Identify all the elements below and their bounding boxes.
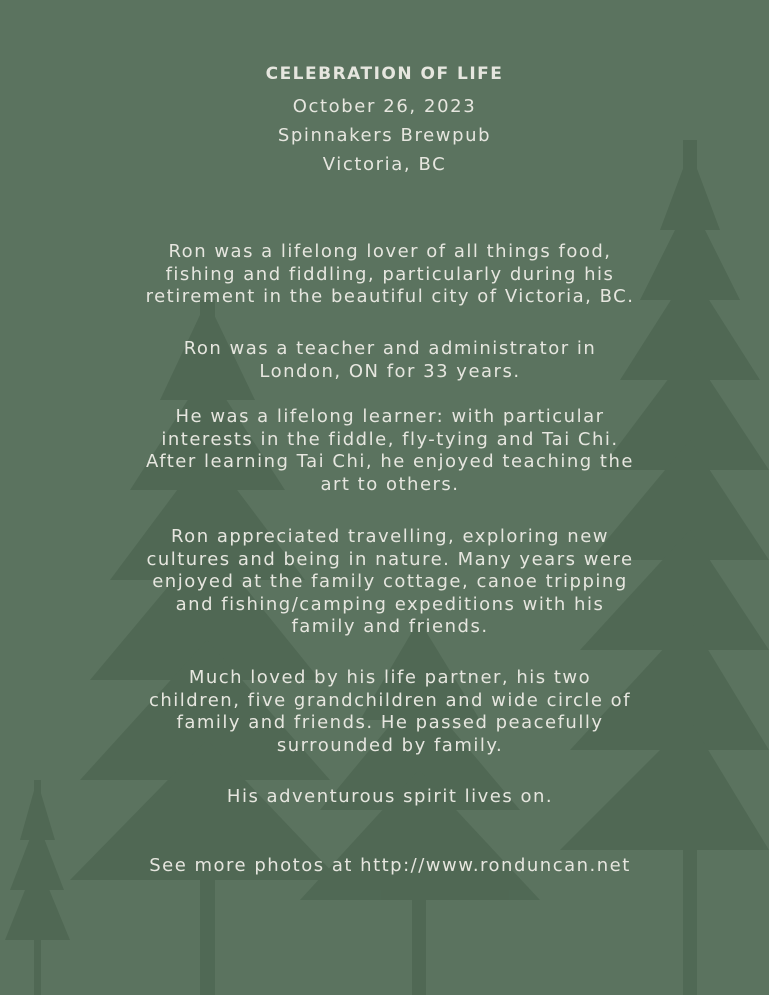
paragraph-line: His adventurous spirit lives on. bbox=[226, 786, 554, 807]
pine-tree-left-small bbox=[5, 780, 70, 995]
photos-link-line bbox=[84, 855, 696, 878]
paragraph-line: He was a lifelong learner: with particular bbox=[175, 406, 605, 427]
paragraph-teacher bbox=[84, 338, 696, 383]
paragraph-line: After learning Tai Chi, he enjoyed teaching the bbox=[146, 451, 634, 473]
page-title: CELEBRATION OF LIFE bbox=[265, 64, 504, 84]
paragraph-line: Ron appreciated travelling, exploring new bbox=[170, 526, 609, 547]
paragraph-line: enjoyed at the family cottage, canoe tripping bbox=[152, 571, 628, 593]
paragraph-line: Much loved by his life partner, his two bbox=[188, 667, 592, 688]
paragraph-line: art to others. bbox=[320, 473, 460, 495]
paragraph-line: London, ON for 33 years. bbox=[259, 360, 521, 382]
paragraph-learner bbox=[84, 406, 696, 496]
paragraph-line: family and friends. He passed peacefully bbox=[176, 712, 604, 734]
paragraph-line: interests in the fiddle, fly-tying and Tai Chi. bbox=[161, 428, 619, 450]
paragraph-line: retirement in the beautiful city of Victoria, BC. bbox=[145, 286, 635, 308]
paragraph-line: cultures and being in nature. Many years were bbox=[146, 548, 634, 570]
pine-tree-left-center bbox=[70, 300, 340, 995]
event-city: Victoria, BC bbox=[322, 154, 447, 175]
paragraph-line: family and friends. bbox=[291, 616, 489, 638]
paragraph-line: surrounded by family. bbox=[276, 734, 504, 756]
paragraph-line: fishing and fiddling, particularly during his bbox=[165, 263, 615, 285]
paragraph-line: Ron was a lifelong lover of all things food, bbox=[168, 241, 612, 262]
paragraph-line: and fishing/camping expeditions with his bbox=[175, 593, 605, 615]
event-date: October 26, 2023 bbox=[292, 96, 477, 117]
paragraph-line: children, five grandchildren and wide circle of bbox=[148, 689, 632, 711]
paragraph-travelling bbox=[84, 526, 696, 639]
paragraph-line: Ron was a teacher and administrator in bbox=[183, 338, 597, 359]
photos-link[interactable]: See more photos at http://www.ronduncan.net bbox=[149, 855, 631, 876]
paragraph-lifelong-lover bbox=[84, 241, 696, 309]
paragraph-loved bbox=[84, 667, 696, 757]
event-venue: Spinnakers Brewpub bbox=[277, 125, 492, 146]
paragraph-spirit bbox=[84, 786, 696, 809]
